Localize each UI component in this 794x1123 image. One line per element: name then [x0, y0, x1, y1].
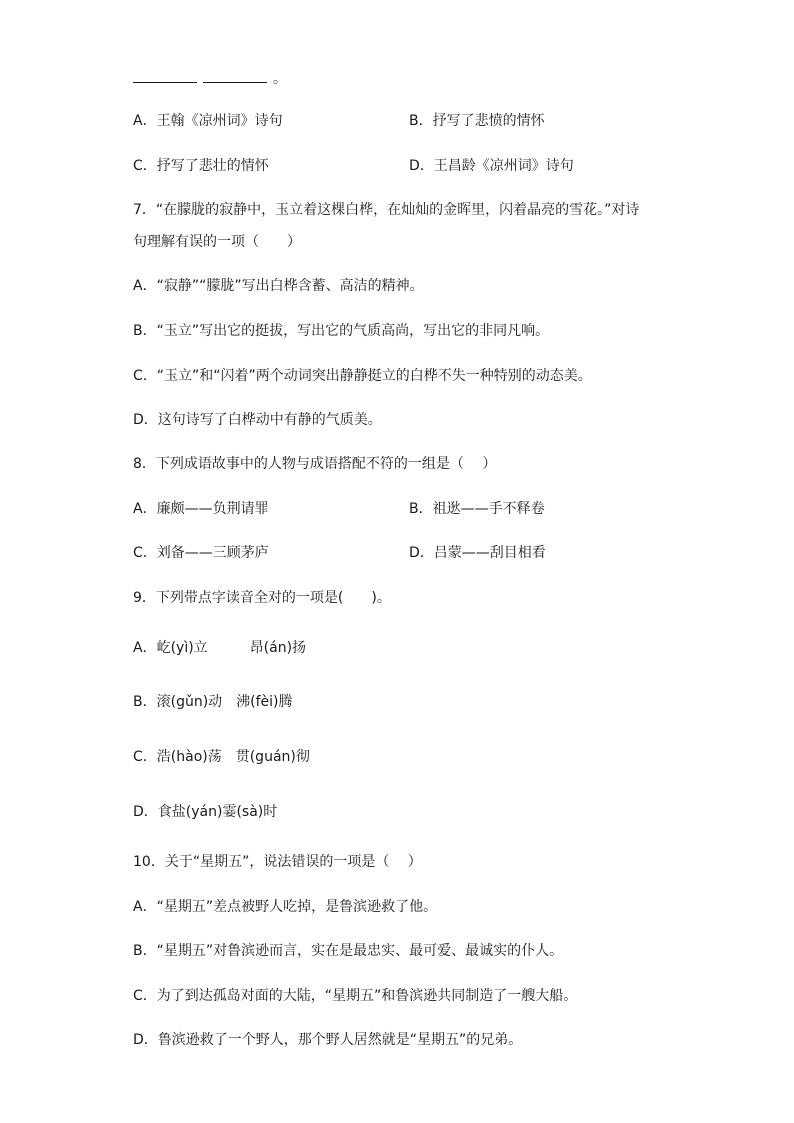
q7-option-b: B．“玉立”写出它的挺拔，写出它的气质高尚，写出它的非同凡响。: [133, 323, 550, 339]
q8-option-d: D．吕蒙——刮目相看: [409, 545, 546, 561]
q8-option-a: A．廉颇——负荆请罪: [133, 501, 269, 517]
q7-option-d: D．这句诗写了白桦动中有静的气质美。: [133, 412, 382, 428]
q9-option-c: C．浩(hào)荡 贯(guán)彻: [133, 749, 310, 765]
q6-option-c: C．抒写了悲壮的情怀: [133, 158, 269, 174]
q6-option-d: D．王昌龄《凉州词》诗句: [409, 158, 574, 174]
q10-option-a: A．“星期五”差点被野人吃掉，是鲁滨逊救了他。: [133, 899, 438, 915]
q6-tail: 。: [273, 71, 287, 87]
q8-option-b: B．祖逖——手不释卷: [409, 501, 545, 517]
q8-option-c: C．刘备——三顾茅庐: [133, 545, 269, 561]
q9-stem: 9．下列带点字读音全对的一项是( )。: [133, 590, 391, 606]
blank-1: [133, 68, 197, 83]
q10-option-c: C．为了到达孤岛对面的大陆，“星期五”和鲁滨逊共同制造了一艘大船。: [133, 988, 578, 1004]
q7-stem-line2: 句理解有误的一项（ ）: [133, 234, 301, 250]
q7-stem-line1: 7．“在朦胧的寂静中，玉立着这棵白桦，在灿灿的金晖里，闪着晶亮的雪花。”对诗: [133, 202, 640, 218]
blank-2: [203, 68, 267, 83]
q9-option-b: B．滚(gǔn)动 沸(fèi)腾: [133, 694, 293, 710]
q7-option-c: C．“玉立”和“闪着”两个动词突出静静挺立的白桦不失一种特别的动态美。: [133, 368, 592, 384]
q8-stem: 8．下列成语故事中的人物与成语搭配不符的一组是（ ）: [133, 456, 497, 472]
q6-option-b: B．抒写了悲愤的情怀: [409, 113, 545, 129]
q6-option-a: A．王翰《凉州词》诗句: [133, 113, 283, 129]
q7-option-a: A．“寂静”“朦胧”写出白桦含蓄、高洁的精神。: [133, 278, 424, 294]
q6-answer-blanks: [133, 68, 287, 89]
q10-option-b: B．“星期五”对鲁滨逊而言，实在是最忠实、最可爱、最诚实的仆人。: [133, 943, 564, 959]
q9-option-a: A．屹(yì)立 昂(án)扬: [133, 640, 307, 656]
q10-stem: 10．关于“星期五”，说法错误的一项是（ ）: [133, 854, 422, 870]
q10-option-d: D．鲁滨逊救了一个野人，那个野人居然就是“星期五”的兄弟。: [133, 1032, 523, 1048]
q9-option-d: D．食盐(yán)霎(sà)时: [133, 804, 278, 820]
